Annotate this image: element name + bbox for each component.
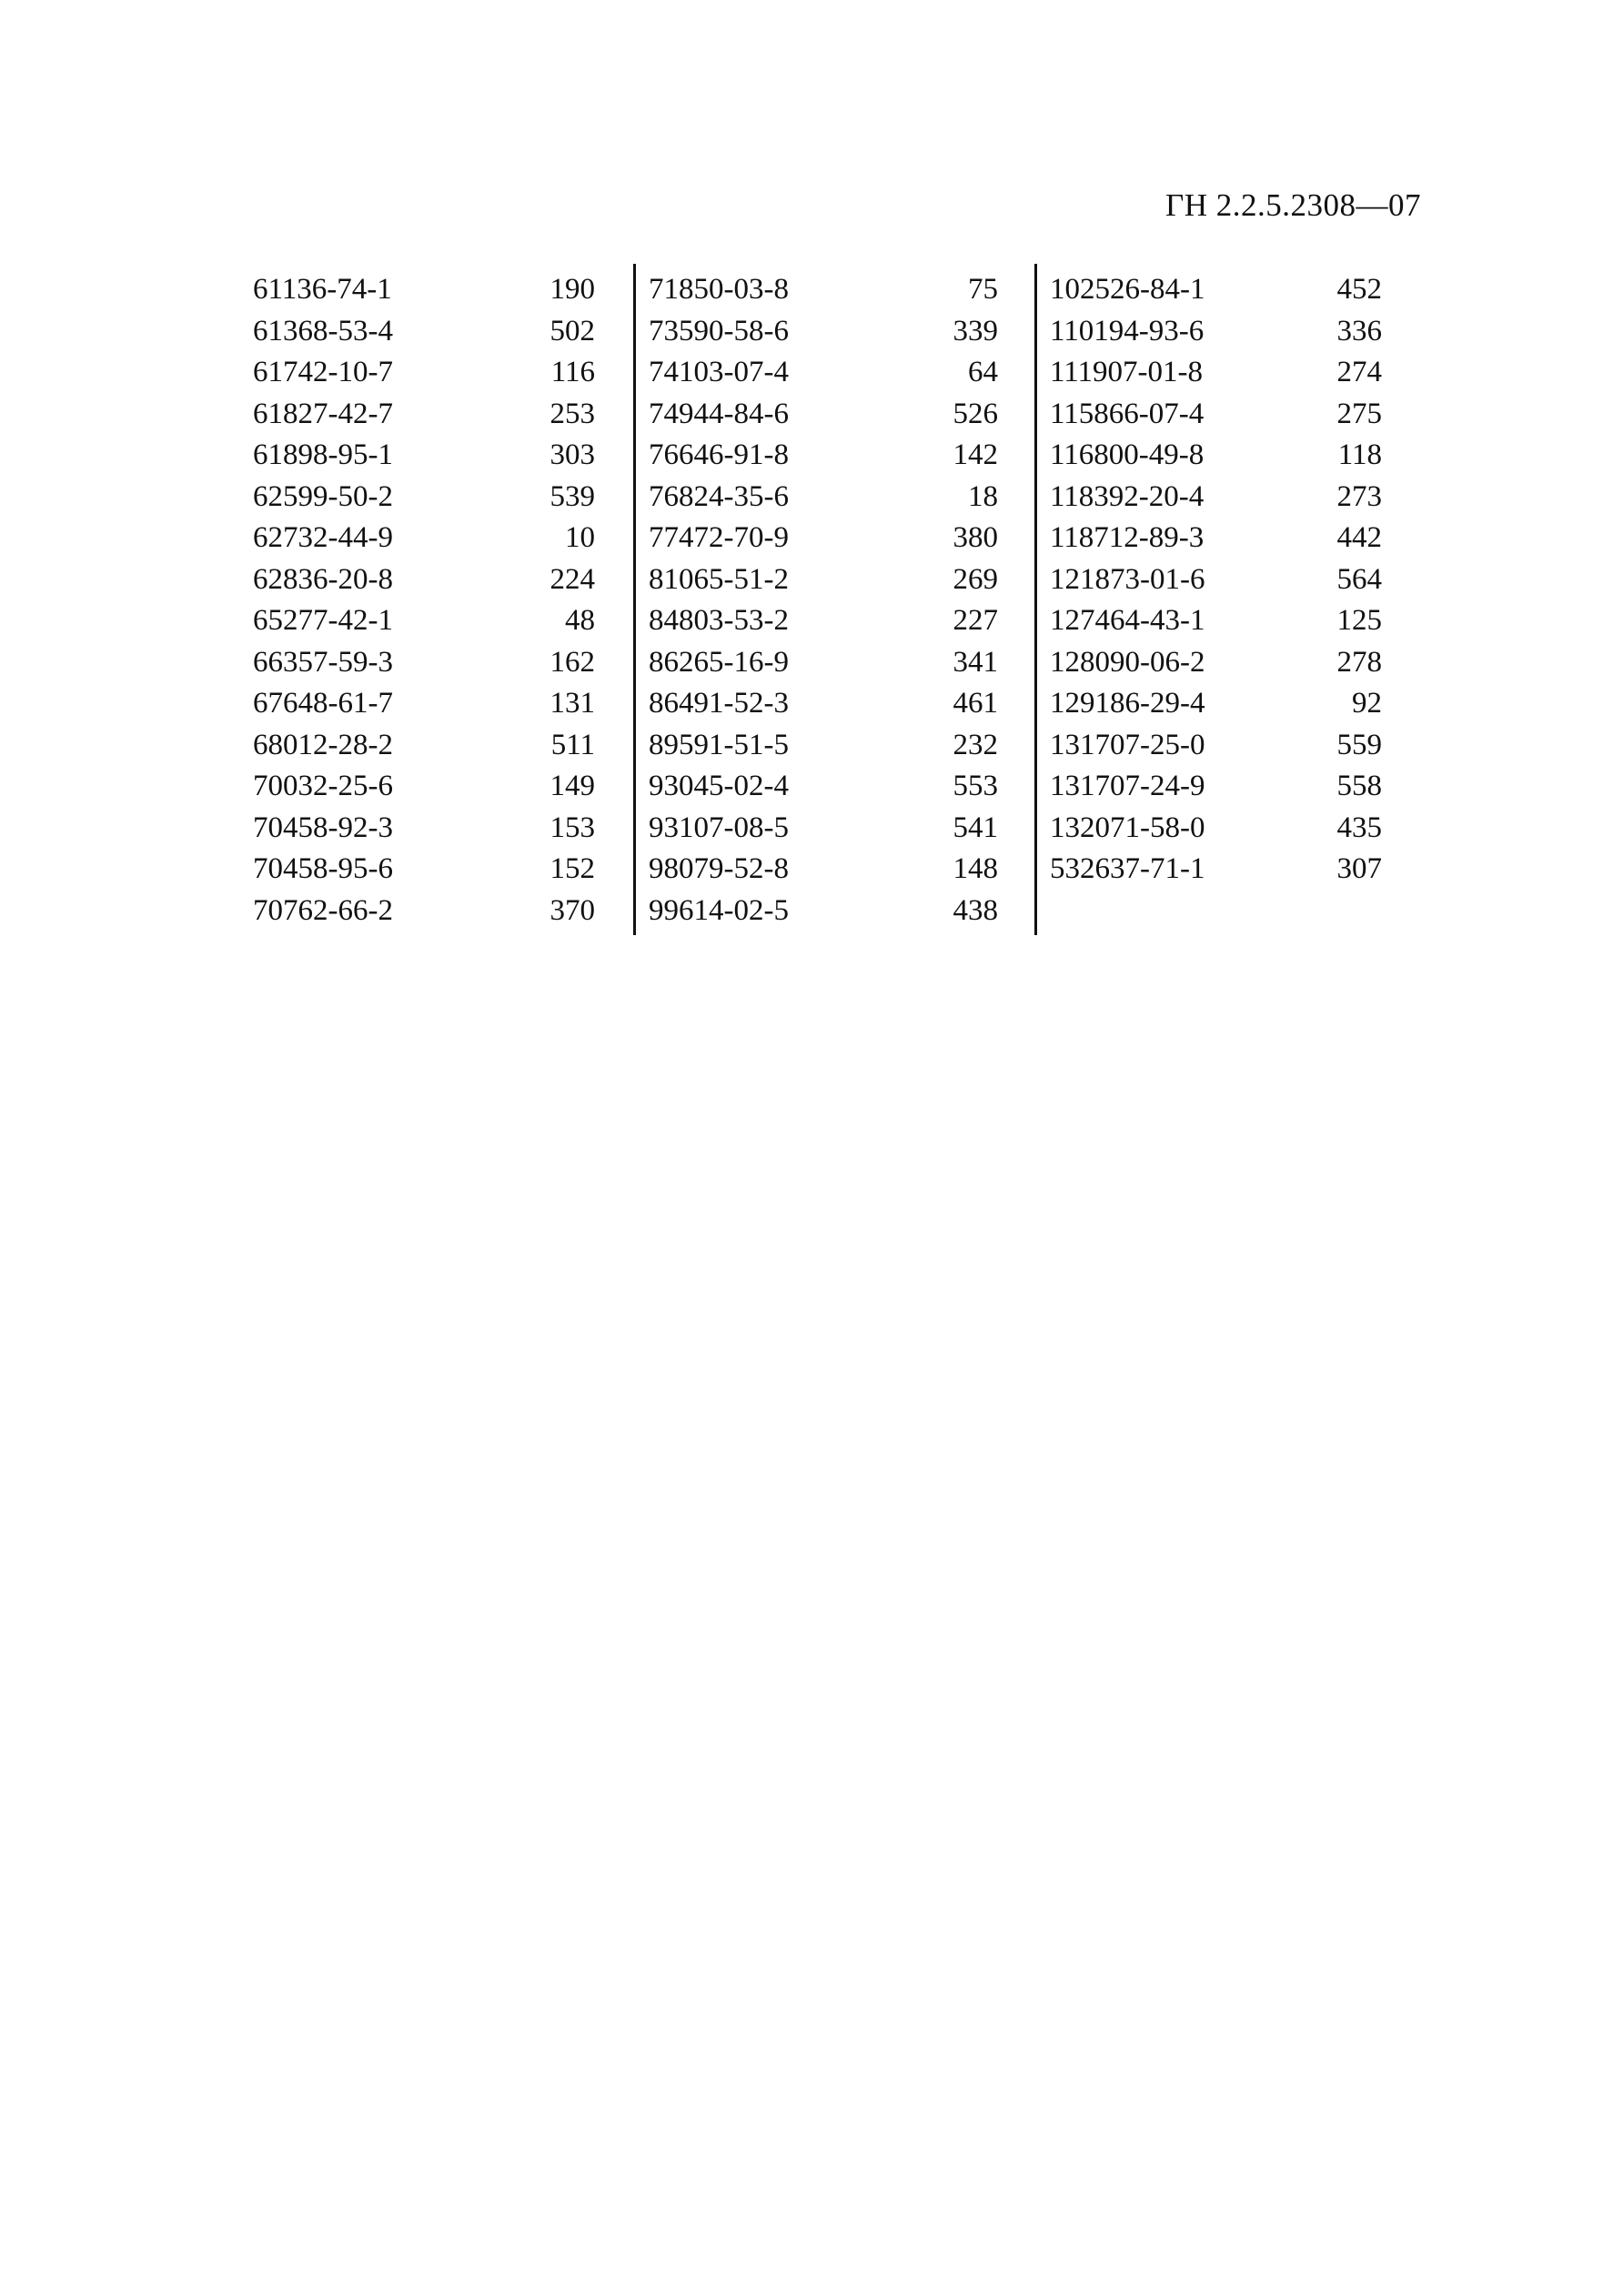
entry-number: 564	[1336, 562, 1382, 596]
cas-number: 62599-50-2	[253, 479, 393, 513]
document-id-header: ГН 2.2.5.2308—07	[1164, 187, 1421, 223]
cas-number: 76646-91-8	[649, 438, 789, 471]
entry-number: 303	[549, 438, 595, 471]
cas-number: 111907-01-8	[1050, 356, 1204, 388]
table-row	[1050, 394, 1435, 436]
cas-number: 98079-52-8	[649, 852, 789, 885]
cas-number: 129186-29-4	[1050, 687, 1205, 720]
entry-number: 224	[549, 562, 595, 596]
table-row	[1050, 269, 1435, 311]
table-row	[253, 808, 633, 850]
entry-number: 116	[550, 356, 595, 388]
entry-number: 148	[953, 852, 998, 885]
cas-number: 67648-61-7	[253, 687, 393, 720]
index-column-2	[633, 264, 1034, 935]
table-row	[649, 559, 1034, 601]
table-row	[1050, 435, 1435, 477]
table-row	[649, 766, 1034, 808]
cas-number: 99614-02-5	[649, 893, 789, 927]
cas-number: 77472-70-9	[649, 521, 789, 554]
entry-number: 380	[953, 521, 998, 554]
table-row	[649, 891, 1034, 932]
table-row	[253, 849, 633, 891]
table-row	[1050, 766, 1435, 808]
table-row	[649, 394, 1034, 436]
entry-number: 559	[1336, 728, 1382, 761]
table-row	[649, 642, 1034, 684]
cas-number: 115866-07-4	[1050, 397, 1205, 430]
cas-number: 74103-07-4	[649, 356, 789, 388]
table-row	[649, 477, 1034, 519]
entry-number: 92	[1352, 687, 1382, 720]
entry-number: 275	[1336, 397, 1382, 430]
table-row	[1050, 559, 1435, 601]
entry-number: 526	[953, 397, 998, 430]
table-row	[253, 435, 633, 477]
cas-number: 61898-95-1	[253, 438, 393, 471]
entry-number: 273	[1336, 479, 1382, 513]
entry-number: 149	[549, 770, 595, 802]
entry-number: 558	[1336, 770, 1382, 802]
entry-number: 269	[953, 562, 998, 596]
entry-number: 461	[953, 687, 998, 720]
cas-number: 74944-84-6	[649, 397, 789, 430]
entry-number: 118	[1337, 438, 1382, 471]
entry-number: 553	[953, 770, 998, 802]
cas-number: 102526-84-1	[1050, 273, 1205, 306]
entry-number: 370	[549, 893, 595, 927]
table-row	[253, 766, 633, 808]
cas-number: 70458-92-3	[253, 811, 393, 844]
cas-number: 68012-28-2	[253, 728, 393, 761]
cas-number: 61742-10-7	[253, 356, 393, 388]
table-row	[649, 518, 1034, 559]
index-column-1	[235, 264, 633, 935]
cas-number: 86265-16-9	[649, 645, 789, 679]
table-row	[1050, 518, 1435, 559]
table-row	[253, 269, 633, 311]
table-row	[649, 435, 1034, 477]
index-column-3	[1034, 264, 1435, 935]
cas-number: 81065-51-2	[649, 562, 789, 596]
cas-number: 128090-06-2	[1050, 645, 1205, 679]
cas-number: 61827-42-7	[253, 397, 393, 430]
table-row	[1050, 891, 1435, 932]
entry-number: 452	[1336, 273, 1382, 306]
cas-number: 89591-51-5	[649, 728, 789, 761]
entry-number: 278	[1336, 645, 1382, 679]
cas-number: 66357-59-3	[253, 645, 393, 679]
entry-number: 18	[968, 479, 998, 513]
table-row	[253, 352, 633, 394]
table-row	[1050, 849, 1435, 891]
table-row	[1050, 600, 1435, 642]
cas-number: 132071-58-0	[1050, 811, 1205, 844]
entry-number: 442	[1336, 521, 1382, 554]
entry-number: 341	[953, 645, 998, 679]
table-row	[649, 352, 1034, 394]
cas-number: 127464-43-1	[1050, 604, 1205, 637]
entry-number: 502	[549, 314, 595, 347]
cas-number: 93045-02-4	[649, 770, 789, 802]
cas-number: 70762-66-2	[253, 893, 393, 927]
entry-number: 227	[953, 604, 998, 637]
cas-number: 73590-58-6	[649, 314, 789, 347]
table-row	[253, 394, 633, 436]
entry-number: 435	[1336, 811, 1382, 844]
cas-number: 110194-93-6	[1050, 314, 1205, 347]
entry-number: 152	[549, 852, 595, 885]
cas-number: 118712-89-3	[1050, 521, 1205, 554]
cas-number: 70032-25-6	[253, 770, 393, 802]
table-row	[253, 725, 633, 767]
table-row	[1050, 725, 1435, 767]
entry-number: 10	[565, 521, 595, 554]
entry-number: 253	[549, 397, 595, 430]
cas-number: 65277-42-1	[253, 604, 393, 637]
table-row	[649, 683, 1034, 725]
cas-number: 61368-53-4	[253, 314, 393, 347]
entry-number: 153	[549, 811, 595, 844]
entry-number: 511	[550, 728, 595, 761]
entry-number: 125	[1336, 604, 1382, 637]
table-row	[253, 518, 633, 559]
entry-number: 75	[968, 273, 998, 306]
entry-number: 162	[549, 645, 595, 679]
entry-number: 64	[968, 356, 998, 388]
cas-number: 93107-08-5	[649, 811, 789, 844]
cas-number: 70458-95-6	[253, 852, 393, 885]
table-row	[649, 269, 1034, 311]
entry-number: 274	[1336, 356, 1382, 388]
cas-number: 532637-71-1	[1050, 852, 1205, 885]
table-row	[649, 600, 1034, 642]
table-row	[649, 808, 1034, 850]
cas-number: 118392-20-4	[1050, 479, 1205, 513]
entry-number: 307	[1336, 852, 1382, 885]
entry-number: 541	[953, 811, 998, 844]
table-row	[1050, 683, 1435, 725]
entry-number: 48	[565, 604, 595, 637]
entry-number: 131	[549, 687, 595, 720]
table-row	[649, 849, 1034, 891]
cas-number: 86491-52-3	[649, 687, 789, 720]
cas-number: 62836-20-8	[253, 562, 393, 596]
entry-number: 336	[1336, 314, 1382, 347]
table-row	[253, 559, 633, 601]
table-row	[649, 311, 1034, 353]
table-row	[253, 891, 633, 932]
table-row	[253, 477, 633, 519]
table-row	[253, 600, 633, 642]
table-row	[649, 725, 1034, 767]
entry-number: 339	[953, 314, 998, 347]
table-row	[1050, 352, 1435, 394]
entry-number: 539	[549, 479, 595, 513]
entry-number: 142	[953, 438, 998, 471]
cas-number: 62732-44-9	[253, 521, 393, 554]
index-table	[235, 264, 1435, 935]
entry-number: 232	[953, 728, 998, 761]
cas-number: 61136-74-1	[253, 273, 392, 306]
table-row	[1050, 311, 1435, 353]
cas-number: 71850-03-8	[649, 273, 789, 306]
cas-number: 121873-01-6	[1050, 562, 1205, 596]
table-row	[1050, 642, 1435, 684]
table-row	[253, 683, 633, 725]
table-row	[1050, 808, 1435, 850]
table-row	[253, 642, 633, 684]
cas-number: 131707-24-9	[1050, 770, 1205, 802]
cas-number: 76824-35-6	[649, 479, 789, 513]
cas-number: 84803-53-2	[649, 604, 789, 637]
table-row	[253, 311, 633, 353]
cas-number: 131707-25-0	[1050, 728, 1205, 761]
entry-number: 190	[549, 273, 595, 306]
entry-number: 438	[953, 893, 998, 927]
cas-number: 116800-49-8	[1050, 438, 1205, 471]
table-row	[1050, 477, 1435, 519]
